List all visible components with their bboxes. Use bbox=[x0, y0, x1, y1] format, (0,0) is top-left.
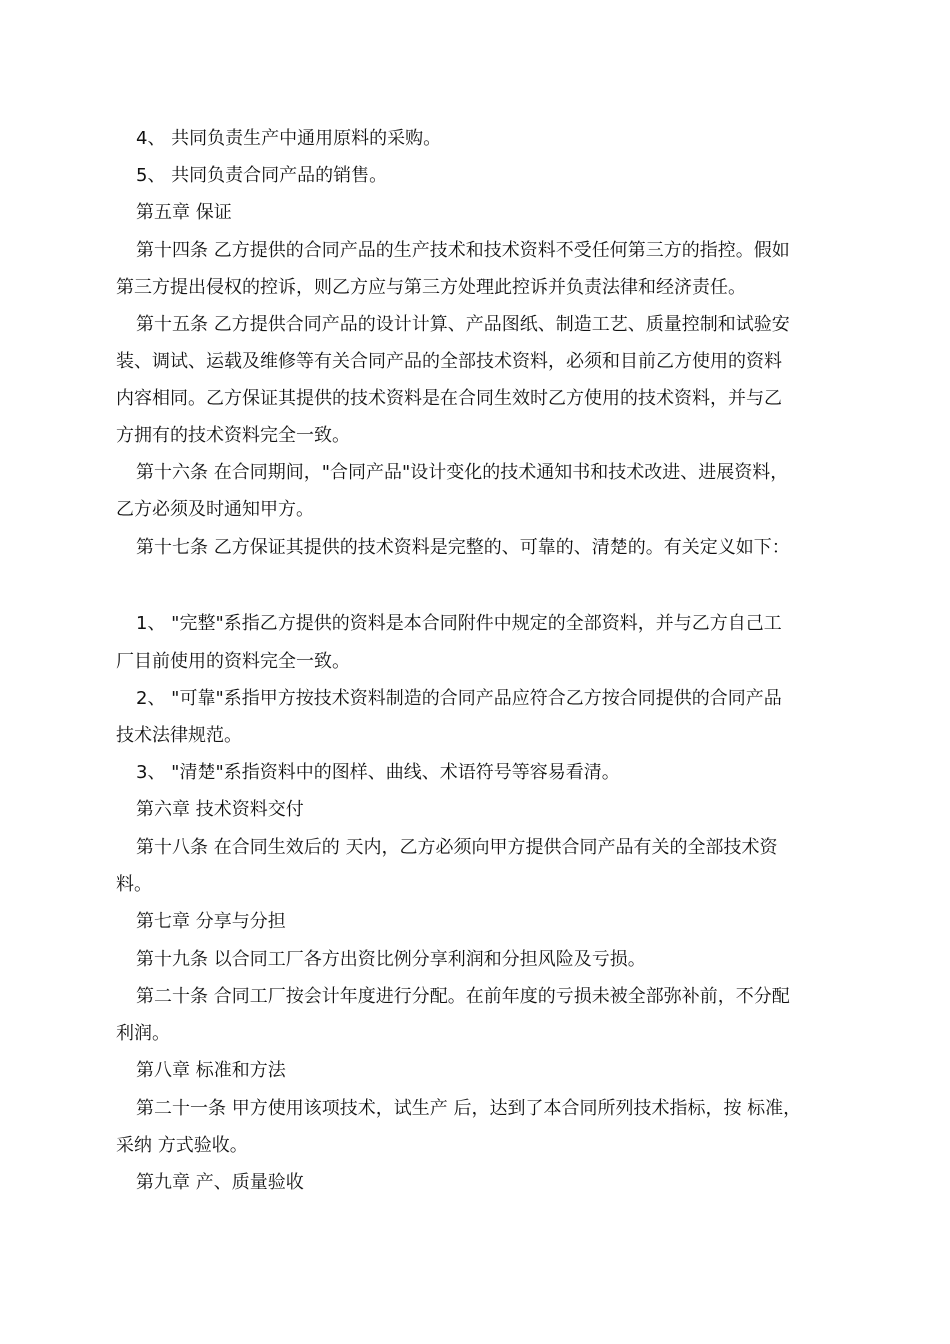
article-15-line-3: 内容相同。乙方保证其提供的技术资料是在合同生效时乙方使用的技术资料，并与乙 bbox=[116, 388, 782, 409]
article-16-line-2: 乙方必须及时通知甲方。 bbox=[116, 499, 314, 520]
article-19: 第十九条 以合同工厂各方出资比例分享利润和分担风险及亏损。 bbox=[136, 949, 646, 970]
definition-2-line-1: 2、 "可靠"系指甲方按技术资料制造的合同产品应符合乙方按合同提供的合同产品 bbox=[136, 688, 782, 709]
definition-2-line-2: 技术法律规范。 bbox=[116, 725, 242, 746]
article-14-line-1: 第十四条 乙方提供的合同产品的生产技术和技术资料不受任何第三方的指控。假如 bbox=[136, 240, 790, 261]
article-15-line-2: 装、调试、运载及维修等有关合同产品的全部技术资料，必须和目前乙方使用的资料 bbox=[116, 351, 782, 372]
item-4: 4、 共同负责生产中通用原料的采购。 bbox=[136, 128, 442, 149]
article-21-line-1: 第二十一条 甲方使用该项技术，试生产 后，达到了本合同所列技术指标，按 标准， bbox=[136, 1098, 802, 1119]
article-14-line-2: 第三方提出侵权的控诉，则乙方应与第三方处理此控诉并负责法律和经济责任。 bbox=[116, 277, 746, 298]
definition-1-line-2: 厂目前使用的资料完全一致。 bbox=[116, 651, 350, 672]
article-15-line-4: 方拥有的技术资料完全一致。 bbox=[116, 425, 350, 446]
chapter-8-heading: 第八章 标准和方法 bbox=[136, 1060, 286, 1081]
article-15-line-1: 第十五条 乙方提供合同产品的设计计算、产品图纸、制造工艺、质量控制和试验安 bbox=[136, 314, 790, 335]
article-21-line-2: 采纳 方式验收。 bbox=[116, 1135, 248, 1156]
chapter-6-heading: 第六章 技术资料交付 bbox=[136, 799, 304, 820]
article-17: 第十七条 乙方保证其提供的技术资料是完整的、可靠的、清楚的。有关定义如下： bbox=[136, 537, 790, 558]
article-16-line-1: 第十六条 在合同期间，"合同产品"设计变化的技术通知书和技术改进、进展资料， bbox=[136, 462, 789, 483]
item-5: 5、 共同负责合同产品的销售。 bbox=[136, 165, 388, 186]
definition-1-line-1: 1、 "完整"系指乙方提供的资料是本合同附件中规定的全部资料，并与乙方自己工 bbox=[136, 613, 782, 634]
article-18-line-1: 第十八条 在合同生效后的 天内，乙方必须向甲方提供合同产品有关的全部技术资 bbox=[136, 837, 778, 858]
chapter-7-heading: 第七章 分享与分担 bbox=[136, 911, 286, 932]
chapter-9-heading: 第九章 产、质量验收 bbox=[136, 1172, 304, 1193]
definition-3: 3、 "清楚"系指资料中的图样、曲线、术语符号等容易看清。 bbox=[136, 762, 620, 783]
article-18-line-2: 料。 bbox=[116, 874, 152, 895]
article-20-line-2: 利润。 bbox=[116, 1023, 170, 1044]
chapter-5-heading: 第五章 保证 bbox=[136, 202, 232, 223]
article-20-line-1: 第二十条 合同工厂按会计年度进行分配。在前年度的亏损未被全部弥补前，不分配 bbox=[136, 986, 790, 1007]
